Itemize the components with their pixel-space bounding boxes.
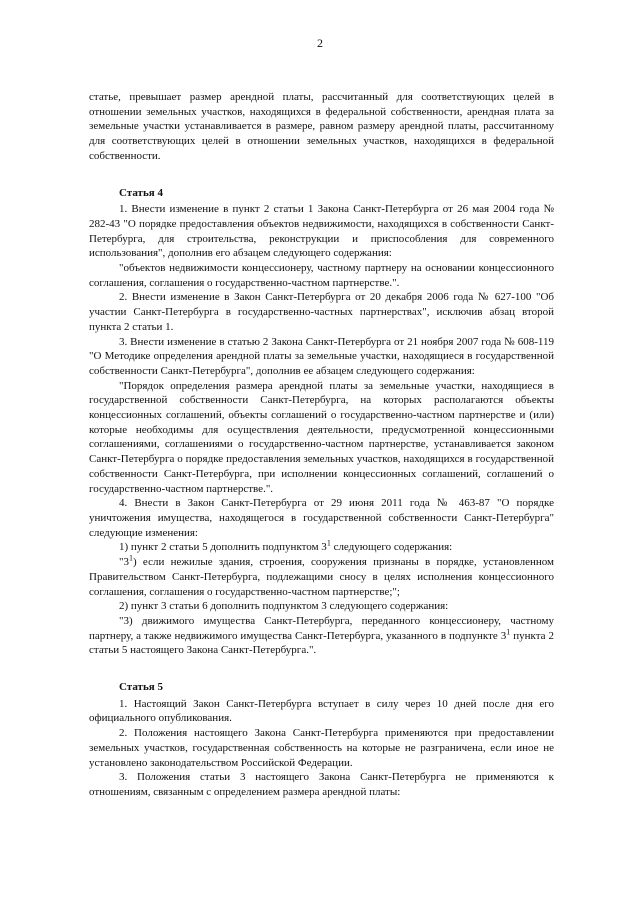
intro-paragraph: статье, превышает размер арендной платы, рассчитанный для соответствующих целей в отношении земельных участков, находящихся в федеральной собственности, арендная плата за земельные участки устанавливается в размере, равном размеру арендной платы, рассчитанному для соответствующих целей в отношении земельных участков, находящихся в федеральной собственности.	[89, 91, 554, 162]
page-number: 2	[317, 36, 323, 50]
article-5-item-3: 3. Положения статьи 3 настоящего Закона Санкт-Петербурга не применяются к отношениям, связанным с определением размера арендной платы:	[89, 771, 554, 798]
article-5-heading: Статья 5	[119, 681, 163, 694]
article-5-item-1: 1. Настоящий Закон Санкт-Петербурга вступает в силу через 10 дней после дня его официального опубликования.	[89, 697, 554, 725]
article-4-item-4: 4. Внести в Закон Санкт-Петербурга от 29 июня 2011 года № 463-87 "О порядке уничтожения имущества, находящегося в государственной собственности Санкт-Петербурга" следующие изменения:	[89, 497, 554, 539]
article-4-item-1: 1. Внести изменение в пункт 2 статьи 1 Закона Санкт-Петербурга от 26 мая 2004 года № 282-43 "О порядке предоставления объектов недвижимости, находящихся в собственности Санкт-Петербурга, для строительства, реконструкции и приспособления для современного использования", дополнив его абзацем следующего содержания:	[89, 203, 554, 260]
article-4-item-3-quote: "Порядок определения размера арендной платы за земельные участки, находящиеся в государственной собственности Санкт-Петербурга, на которых располагаются объекты концессионных соглашений, объекты соглашений о государственно-частном партнерстве и (или) которые необходимы для осуществления деятельности, предусмотренной концессионными соглашениями, соглашениями о государственно-частном партнерстве, устанавливается законом Санкт-Петербурга о порядке предоставления земельных участков, находящихся в государственной собственности Санкт-Петербурга, при исполнении концессионных соглашений, соглашений о государственно-частном партнерстве.".	[89, 379, 554, 495]
article-5-item-2: 2. Положения настоящего Закона Санкт-Петербурга применяются при предоставлении земельных участков, государственная собственность на которые не разграничена, если иное не установлено законодательством Российской Федерации.	[89, 727, 554, 769]
article-4-item-4-quote-1: "$3^1$) если нежилые здания, строения, сооружения признаны в порядке, установленном Правительством Санкт-Петербурга, подлежащими сносу в целях исполнения концессионного соглашения, соглашения о государственно-частном партнерстве;";	[89, 553, 554, 598]
article-4-item-4-quote-2: "3) движимого имущества Санкт-Петербурга, переданного концессионеру, частному партнеру, а также недвижимого имущества Санкт-Петербурга, указанного в подпункте $3^1$ пункта 2 статьи 5 настоящего Закона Санкт-Петербурга.".	[89, 614, 555, 657]
article-4-item-2: 2. Внести изменение в Закон Санкт-Петербурга от 20 декабря 2006 года № 627-100 "Об участии Санкт-Петербурга в государственно-частных партнерствах", исключив абзац второй пункта 2 статьи 1.	[89, 291, 554, 333]
article-4	[89, 186, 554, 659]
article-4-item-3: 3. Внести изменение в статью 2 Закона Санкт-Петербурга от 21 ноября 2007 года № 608-119 "О Методике определения арендной платы за земельные участки, находящиеся в государственной собственности Санкт-Петербурга", дополнив ее абзацем следующего содержания:	[89, 335, 554, 377]
article-4-item-4-sub-1: 1) пункт 2 статьи 5 дополнить подпунктом $3^1$ следующего содержания:	[119, 538, 453, 554]
article-4-item-4-sub-2: 2) пункт 3 статьи 6 дополнить подпунктом 3 следующего содержания:	[119, 600, 449, 613]
article-4-heading: Статья 4	[119, 186, 163, 199]
document-body	[89, 90, 554, 800]
article-5	[89, 680, 554, 800]
article-4-item-1-quote: "объектов недвижимости концессионеру, частному партнеру на основании концессионного соглашения, соглашения о государственно-частном партнерстве.".	[89, 262, 554, 289]
